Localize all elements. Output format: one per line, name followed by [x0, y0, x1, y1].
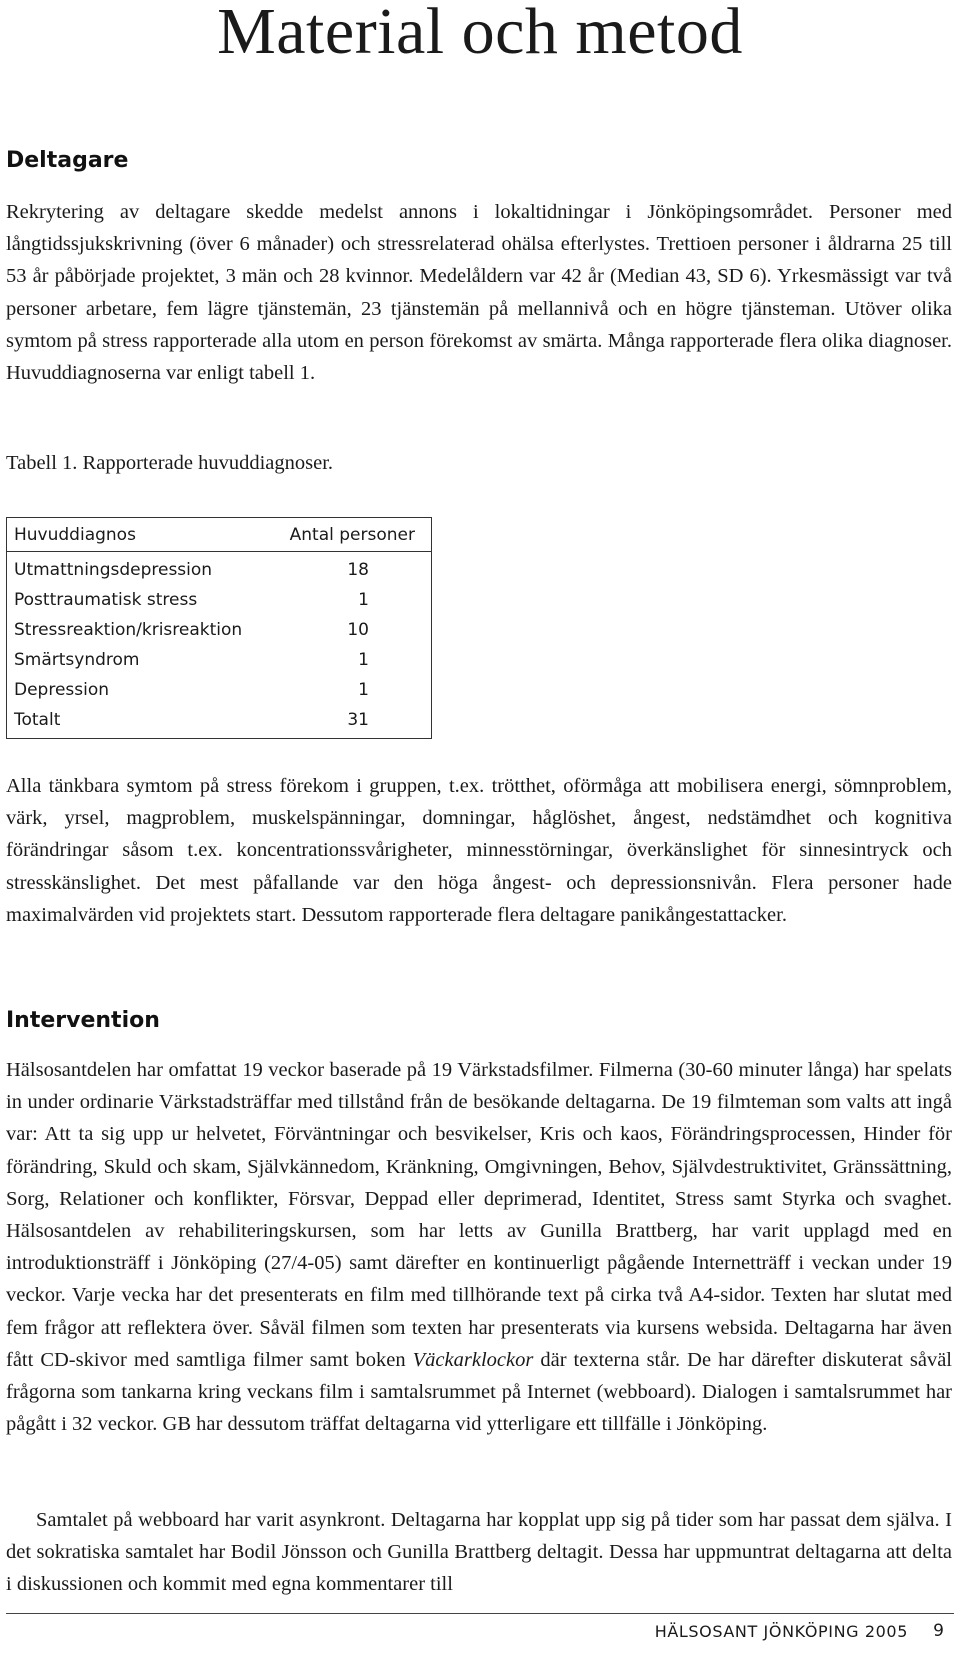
table-row	[7, 555, 431, 585]
table-cell-diagnosis: Stressreaktion/krisreaktion	[14, 620, 243, 640]
intervention-paragraph-1	[6, 1054, 952, 1440]
deltagare-paragraph-after-table: Alla tänkbara symtom på stress förekom i gruppen, t.ex. trötthet, oförmåga att mobilisera energi, sömnproblem, värk, yrsel, magproblem, muskelspänningar, domningar, håglöshet, ångest, nedstämdhet och kognitiva förändringar såsom t.ex. koncentrationssvårigheter, minnesstörningar, överkänslighet för sinnesintryck och stresskänslighet. Det mest påfallande var den höga ångest- och depressionsnivån. Flera personer hade maximalvärden vid projektets start. Dessutom rapporterade flera deltagare panikångestattacker.	[6, 775, 952, 926]
intervention-paragraph-2: Samtalet på webboard har varit asynkront. Deltagarna har kopplat upp sig på tider som har passat dem själva. I det sokratiska samtalet har Bodil Jönsson och Gunilla Brattberg deltagit. Dessa har uppmuntrat deltagarna att delta i diskussionen och kommit med egna kommentarer till	[6, 1509, 952, 1596]
table-cell-count: 18	[347, 560, 369, 580]
diagnosis-table	[6, 517, 432, 739]
table-header-row	[7, 520, 431, 552]
table-header-diagnosis: Huvuddiagnos	[14, 525, 136, 545]
section-heading-deltagare: Deltagare	[6, 148, 129, 173]
table-cell-diagnosis: Depression	[14, 680, 110, 700]
intervention-paragraph-1-part-a: Hälsosantdelen har omfattat 19 veckor baserade på 19 Värkstadsfilmer. Filmerna (30-60 minuter långa) har spelats in under ordinarie Värkstadsträffar med tillstånd från de besökande deltagarna. De 19 filmteman som valts att ingå var: Att ta sig upp ur helvetet, Förväntningar och besvikelser, Kris och kaos, Förändringsprocessen, Hinder för förändring, Skuld och skam, Självkännedom, Kränkning, Omgivningen, Behov, Självdestruktivitet, Gränssättning, Sorg, Relationer och konflikter, Försvar, Deppad eller deprimerad, Identitet, Stress samt Styrka och svaghet. Hälsosantdelen av rehabiliteringskursen, som har letts av Gunilla Brattberg, har varit upplagd med en introduktionsträff i Jönköping (27/4-05) samt därefter en kontinuerligt pågående Internetträff i veckan under 19 veckor. Varje vecka har det presenterats en film med tillhörande text på cirka två A4-sidor. Texten har slutat med fem frågor att reflektera över. Såväl filmen som texten har presenterats via kursens websida. Deltagarna har även fått CD-skivor med samtliga filmer samt boken	[6, 1059, 952, 1371]
table-cell-count: 1	[358, 680, 369, 700]
table-row	[7, 675, 431, 705]
section-heading-intervention: Intervention	[6, 1008, 160, 1033]
book-title: Väckarklockor	[412, 1348, 534, 1371]
table-row-total	[7, 705, 431, 735]
intervention-paragraph-1-part-b: där texterna står. De har därefter diskuterat såväl frågorna som tankarna kring veckans film i samtalsrummet på Internet (webboard). Dialogen i samtalsrummet har pågått i 32 veckor. GB har dessutom träffat deltagarna vid ytterligare ett tillfälle i Jönköping.	[6, 1348, 953, 1436]
table-cell-count: 10	[347, 620, 369, 640]
table-row	[7, 615, 431, 645]
page-title: Material och metod	[217, 0, 743, 68]
table-cell-diagnosis: Posttraumatisk stress	[14, 590, 198, 610]
deltagare-paragraph: Rekrytering av deltagare skedde medelst annons i lokaltidningar i Jönköpingsområdet. Personer med långtidssjukskrivning (över 6 månader) och stressrelaterad ohälsa efterlystes. Trettioen personer i åldrarna 25 till 53 år påbörjade projektet, 3 män och 28 kvinnor. Medelåldern var 42 år (Median 43, SD 6). Yrkesmässigt var två personer arbetare, fem lägre tjänstemän, 23 tjänstemän på mellannivå och en högre tjänsteman. Utöver olika symtom på stress rapporterade alla utom en person förekomst av smärta. Många rapporterade flera olika diagnoser. Huvuddiagnoserna var enligt tabell 1.	[6, 201, 952, 385]
table-header-count: Antal personer	[289, 525, 415, 545]
footer-publication: HÄLSOSANT JÖNKÖPING 2005	[654, 1622, 908, 1641]
page-number: 9	[933, 1621, 944, 1641]
table-cell-diagnosis: Totalt	[14, 710, 61, 730]
table-cell-count: 1	[358, 590, 369, 610]
table-caption: Tabell 1. Rapporterade huvuddiagnoser.	[6, 452, 334, 474]
footer-divider	[6, 1613, 954, 1614]
table-cell-count: 31	[347, 710, 369, 730]
table-cell-count: 1	[358, 650, 369, 670]
table-row	[7, 585, 431, 615]
table-cell-diagnosis: Smärtsyndrom	[14, 650, 140, 670]
table-row	[7, 645, 431, 675]
table-cell-diagnosis: Utmattningsdepression	[14, 560, 213, 580]
